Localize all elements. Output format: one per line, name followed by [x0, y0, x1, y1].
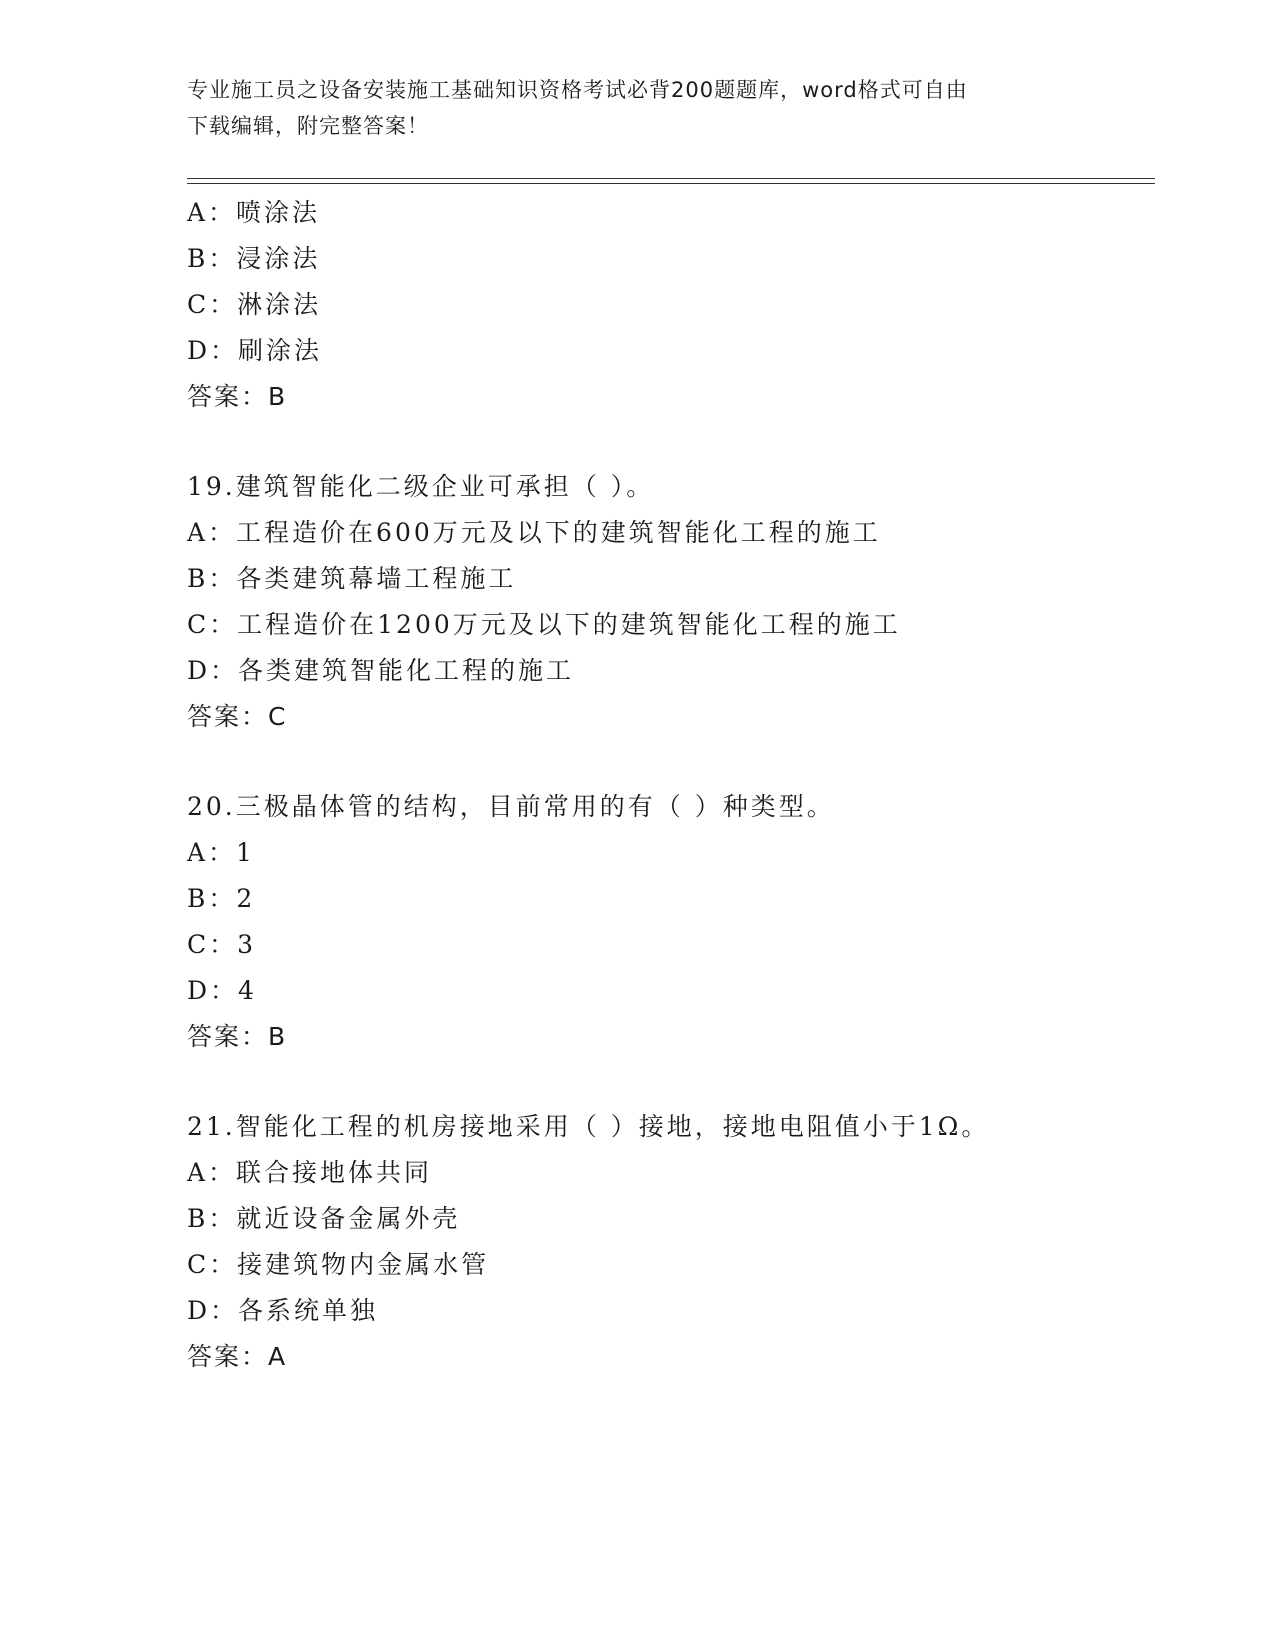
option-b: B：就近设备金属外壳 — [187, 1204, 461, 1233]
option-c: C：淋涂法 — [187, 290, 322, 319]
question-stem: 19.建筑智能化二级企业可承担（ ）。 — [187, 472, 655, 501]
option-b: B：浸涂法 — [187, 244, 321, 273]
document-header — [187, 72, 1087, 144]
option-a: A：联合接地体共同 — [187, 1158, 433, 1187]
header-divider-top — [187, 178, 1155, 179]
header-title-line-1: 专业施工员之设备安装施工基础知识资格考试必背200题题库，word格式可自由 — [187, 78, 968, 102]
option-b: B：各类建筑幕墙工程施工 — [187, 564, 517, 593]
question-stem: 21.智能化工程的机房接地采用（ ）接地，接地电阻值小于1Ω。 — [187, 1112, 990, 1141]
option-c: C：3 — [187, 930, 257, 959]
option-d: D：4 — [187, 976, 257, 1005]
option-d: D：各类建筑智能化工程的施工 — [187, 656, 575, 685]
answer: 答案：C — [187, 702, 288, 731]
answer: 答案：B — [187, 382, 288, 411]
header-title-line-2: 下载编辑，附完整答案！ — [187, 114, 429, 138]
answer: 答案：A — [187, 1342, 288, 1371]
option-a: A：1 — [187, 838, 255, 867]
question-20 — [187, 784, 1155, 1060]
question-18-continued — [187, 190, 1155, 420]
question-stem: 20.三极晶体管的结构，目前常用的有（ ）种类型。 — [187, 792, 835, 821]
question-list — [187, 190, 1155, 1380]
option-d: D：各系统单独 — [187, 1296, 379, 1325]
question-19 — [187, 464, 1155, 740]
answer: 答案：B — [187, 1022, 288, 1051]
option-c: C：接建筑物内金属水管 — [187, 1250, 490, 1279]
option-a: A：工程造价在600万元及以下的建筑智能化工程的施工 — [187, 518, 881, 547]
option-b: B：2 — [187, 884, 256, 913]
option-c: C：工程造价在1200万元及以下的建筑智能化工程的施工 — [187, 610, 901, 639]
option-d: D：刷涂法 — [187, 336, 323, 365]
header-divider-bottom — [187, 183, 1155, 184]
option-a: A：喷涂法 — [187, 198, 321, 227]
question-21 — [187, 1104, 1155, 1380]
